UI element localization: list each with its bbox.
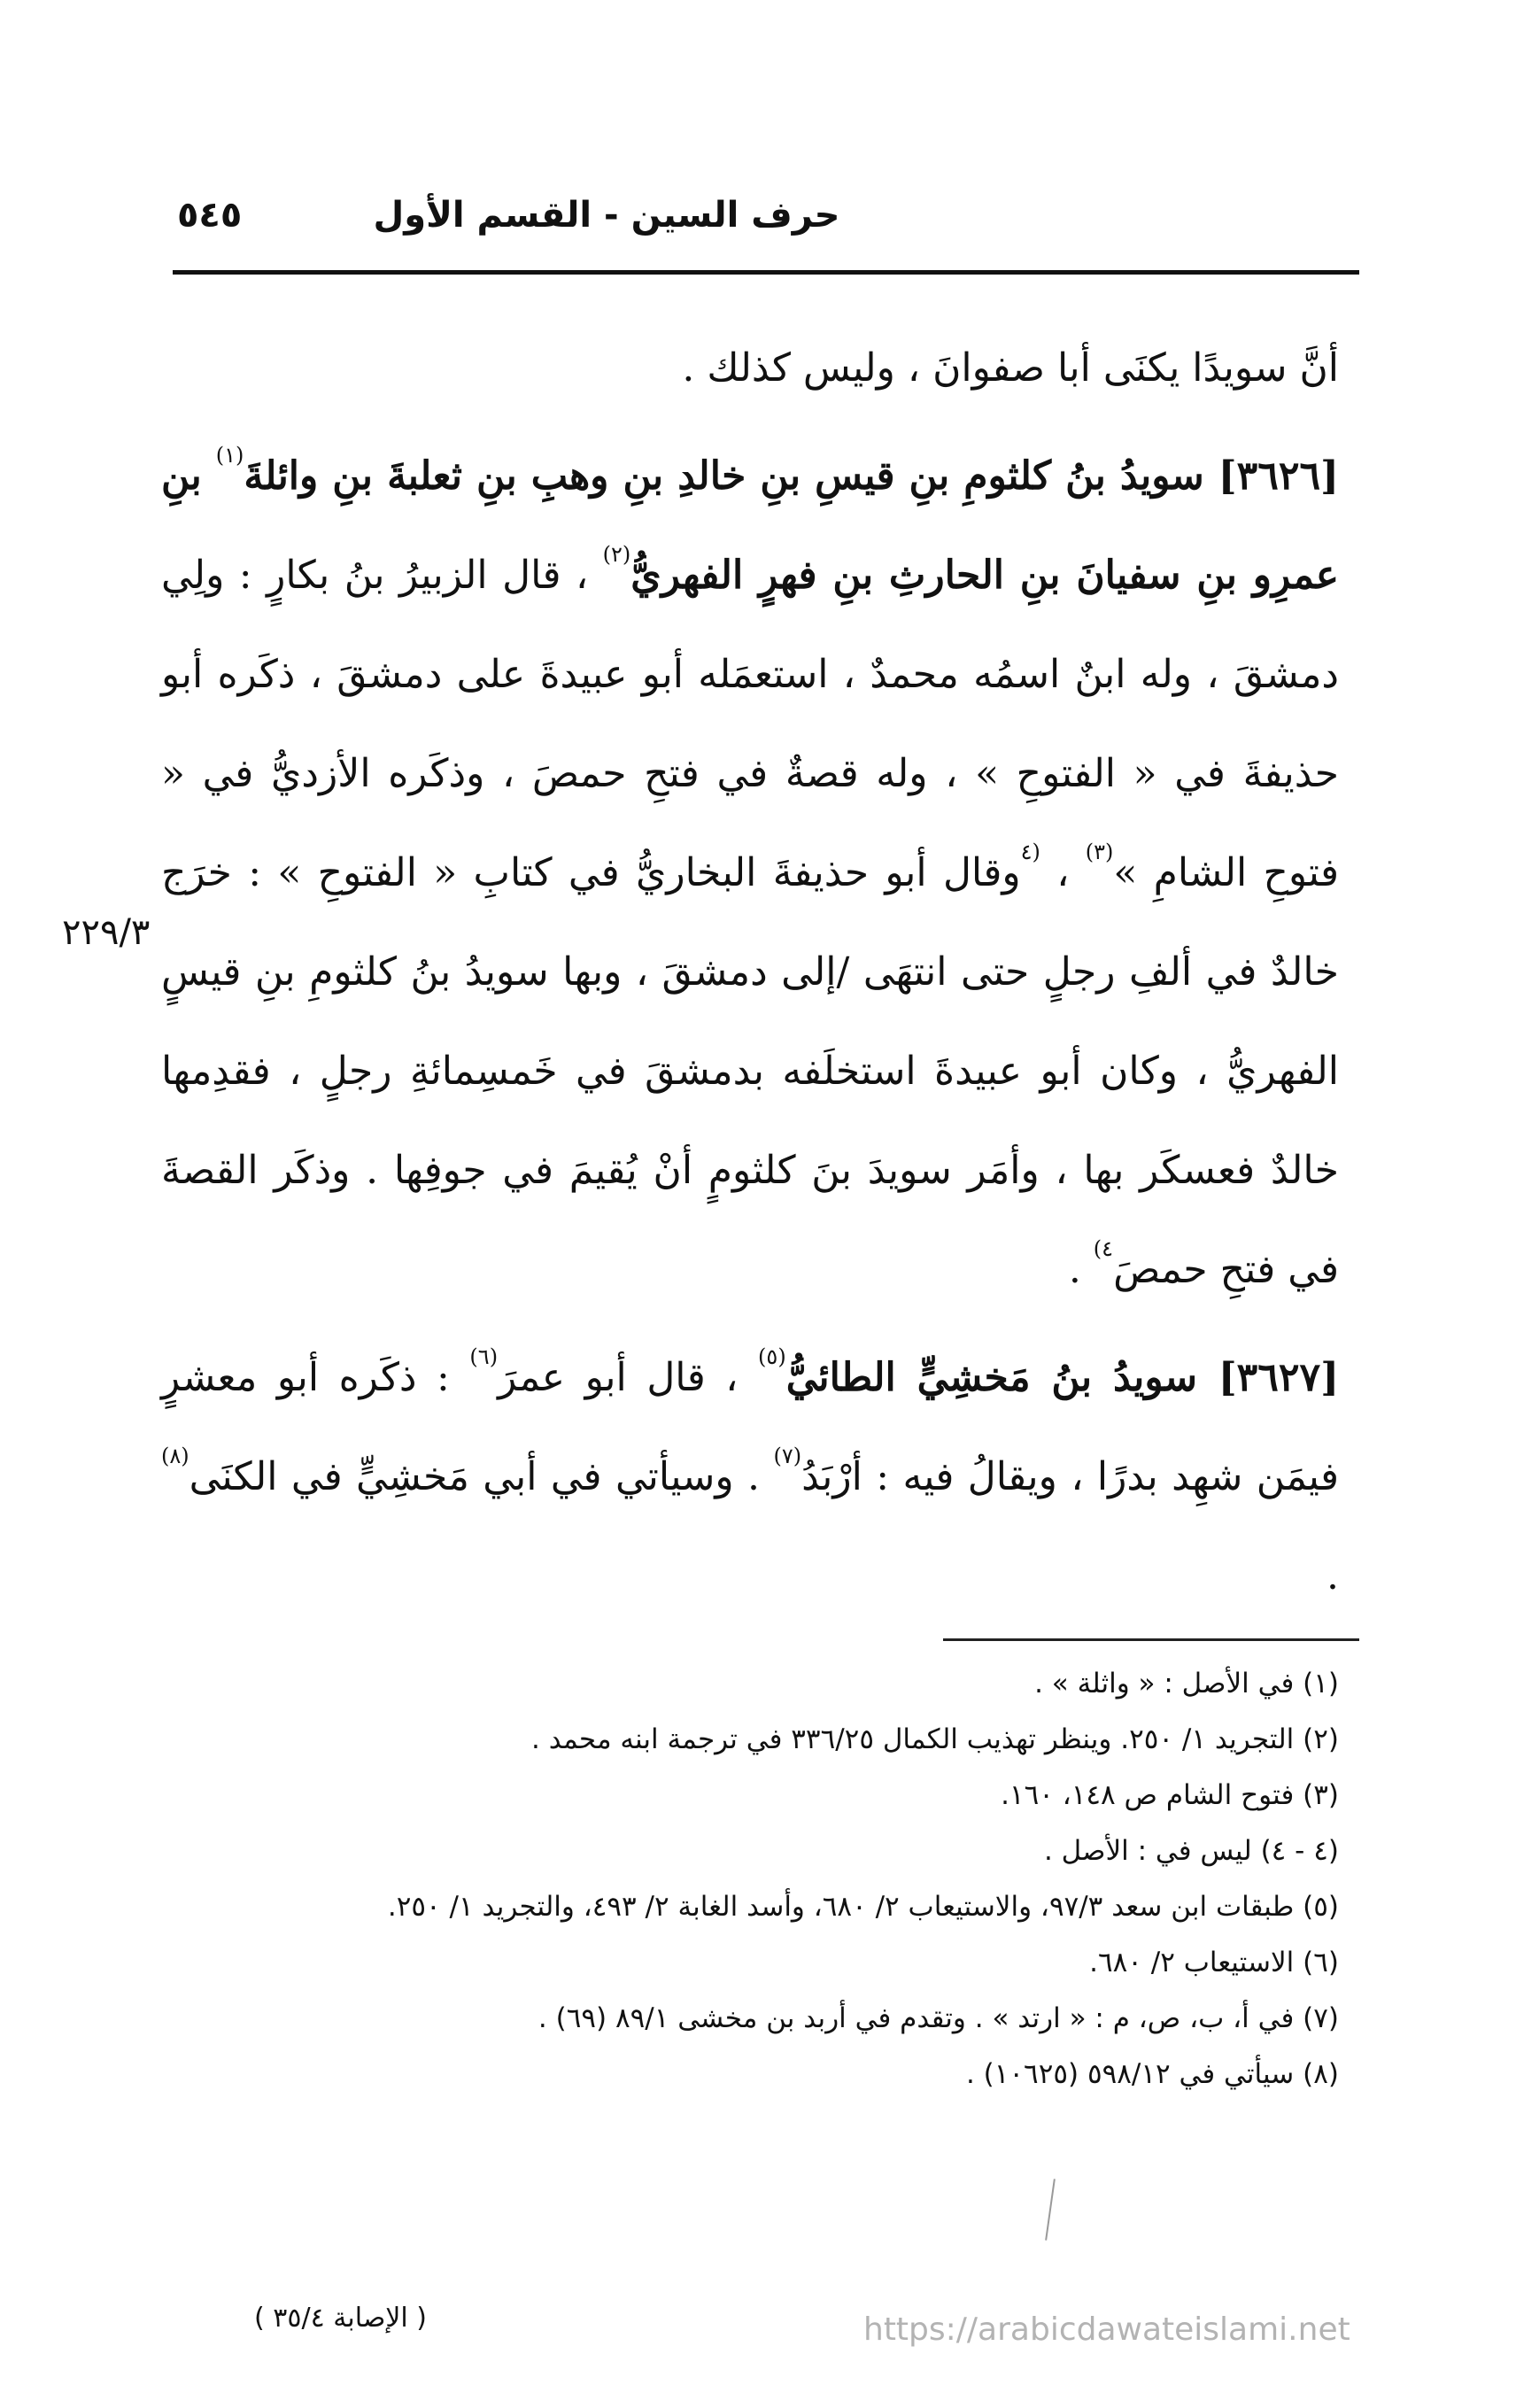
page-header <box>177 195 1355 257</box>
footnote-item: (٣) فتوح الشام ص ١٤٨، ١٦٠. <box>1001 1779 1339 1811</box>
footnote-ref: (٦) <box>469 1344 499 1369</box>
footnote-item: (٢) التجريد ١/ ٢٥٠. وينظر تهذيب الكمال ٣٣٦/٢٥ في ترجمة ابنه محمد . <box>531 1723 1339 1755</box>
footnote-ref: (٢) <box>602 542 631 567</box>
entry-text: . <box>1326 1553 1339 1599</box>
paragraph-continuation <box>161 319 1339 418</box>
footnote-ref: (٤ <box>1020 840 1040 864</box>
entry-text: ، <box>1040 850 1086 895</box>
paragraph-text: أنَّ سويدًا يكنَى أبا صفوانَ ، وليس كذلك . <box>682 345 1339 391</box>
entry-3626 <box>161 427 1339 1320</box>
footnote-item: (٤ - ٤) ليس في : الأصل . <box>1043 1835 1339 1867</box>
volume-signature: ( الإصابة ٣٥/٤ ) <box>254 2303 427 2334</box>
entry-heading: [٣٦٢٧] سويدُ بنُ مَخشِيٍّ الطائيُّ <box>785 1355 1340 1400</box>
scan-mark <box>1045 2179 1056 2241</box>
entry-text: : ذكَره أبو معشرٍ فيمَن شهِد بدرًا ، ويقالُ فيه : أرْبَدُ <box>161 1355 1339 1499</box>
margin-page-reference: ٢٢٩/٣ <box>62 912 151 953</box>
footnote-item: (٥) طبقات ابن سعد ٩٧/٣، والاستيعاب ٢/ ٦٨٠، وأسد الغابة ٢/ ٤٩٣، والتجريد ١/ ٢٥٠. <box>387 1891 1339 1923</box>
footnote-divider <box>943 1638 1359 1641</box>
footnote-ref: (١) <box>215 443 244 468</box>
footnote-item: (٨) سيأتي في ٥٩٨/١٢ (١٠٦٢٥) . <box>965 2058 1339 2090</box>
entry-text: . وسيأتي في أبي مَخشِيٍّ في الكنَى <box>189 1454 774 1499</box>
footnote-ref: (٥) <box>758 1344 786 1369</box>
footnotes <box>152 1656 1339 2102</box>
entry-text: ، قال أبو عمرَ <box>498 1355 759 1400</box>
entry-text: . <box>1068 1247 1094 1292</box>
entry-text: وقال أبو حذيفةَ البخاريُّ في كتابِ « الفتوحِ » : خرَج خالدٌ في ألفِ رجلٍ حتى انتهَى /إلى دمشقَ ، وبها سويدُ بنُ كلثومِ بنِ قيسٍ الفهريُّ ، وكان أبو عبيدةَ استخلَفه بدمشقَ في خَمسِمائةِ رجلٍ ، فقدِمها خالدٌ فعسكَر بها ، وأمَر سويدَ بنَ كلثومٍ أنْ يُقيمَ في جوفِها . وذكَر القصةَ في فتحِ حمصَ <box>161 850 1339 1292</box>
footnote-item: (١) في الأصل : « واثلة » . <box>1034 1668 1339 1700</box>
entry-text: ، قال الزبيرُ بنُ بكارٍ : ولِي دمشقَ ، وله ابنٌ اسمُه محمدٌ ، استعمَله أبو عبيدةَ على دمشقَ ، ذكَره أبو حذيفةَ في « الفتوحِ » ، وله قصةٌ في فتحِ حمصَ ، وذكَره الأزديُّ في « فتوحِ الشامِ » <box>161 553 1339 895</box>
header-divider <box>173 270 1359 275</box>
footnote-ref: ٤) <box>1093 1236 1114 1261</box>
page-number: ٥٤٥ <box>177 195 243 236</box>
entry-3627 <box>161 1328 1339 1626</box>
page-title: حرف السين - القسم الأول <box>373 195 840 236</box>
footnote-ref: (٨) <box>161 1444 190 1468</box>
footnote-ref: (٣) <box>1085 840 1114 864</box>
footnote-item: (٦) الاستيعاب ٢/ ٦٨٠. <box>1089 1947 1339 1978</box>
entry-heading-continued: بنِ عمرِو بنِ سفيانَ بنِ الحارثِ بنِ فهرٍ الفهريُّ <box>161 453 1339 598</box>
footnote-ref: (٧) <box>773 1444 802 1468</box>
main-text <box>161 319 1339 1635</box>
entry-heading: [٣٦٢٦] سويدُ بنُ كلثومِ بنِ قيسِ بنِ خالدِ بنِ وهبِ بنِ ثعلبةَ بنِ وائلةَ <box>244 453 1339 499</box>
footnote-item: (٧) في أ، ب، ص، م : « ارتد » . وتقدم في أربد بن مخشى ٨٩/١ (٦٩) . <box>538 2002 1339 2034</box>
watermark-url: https://arabicdawateislami.net <box>863 2311 1350 2348</box>
